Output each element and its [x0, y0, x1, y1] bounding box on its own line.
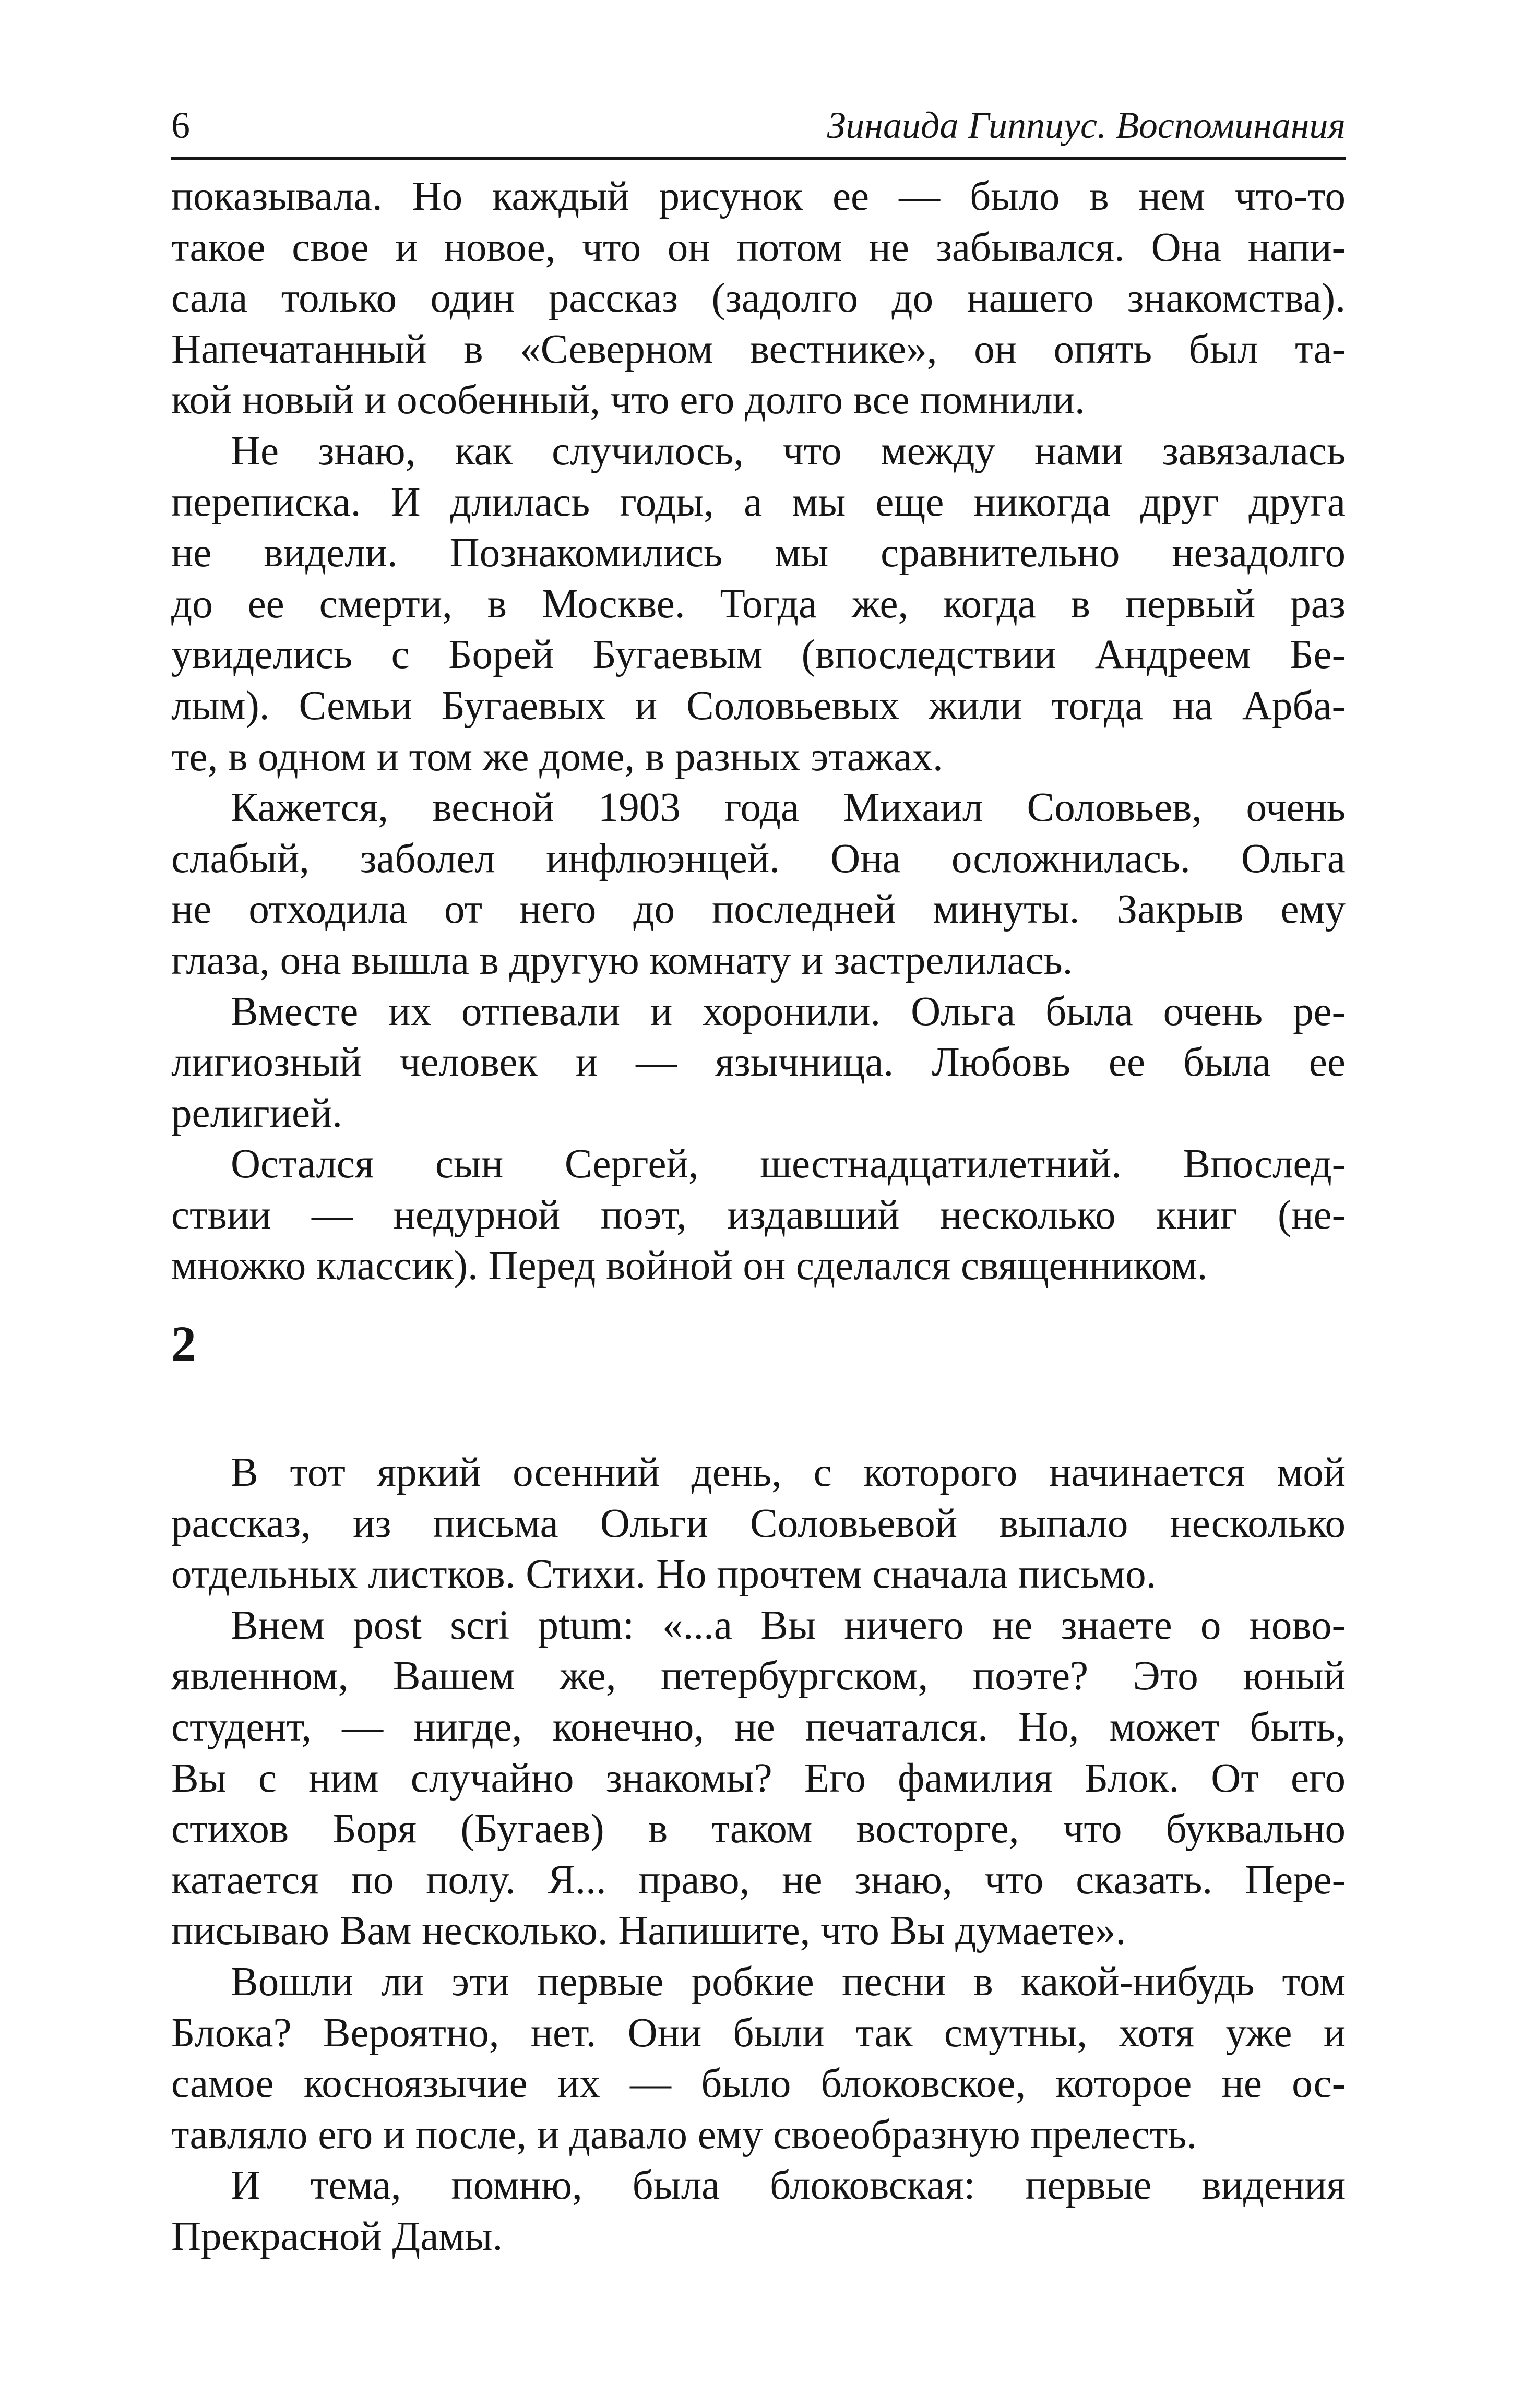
- text-line: лым). Семьи Бугаевых и Соловьевых жили тогда на Арба-: [171, 683, 1346, 729]
- text-line: рассказ, из письма Ольги Соловьевой выпало несколько: [171, 1500, 1346, 1546]
- text-line: показывала. Но каждый рисунок ее — было в нем что-то: [171, 174, 1346, 219]
- text-line: Прекрасной Дамы.: [171, 2213, 503, 2259]
- text-line: отдельных листков. Стихи. Но прочтем сначала письмо.: [171, 1552, 1157, 1598]
- section-number: 2: [171, 1316, 196, 1372]
- body-text: [171, 171, 1346, 2262]
- text-line: Не знаю, как случилось, что между нами завязалась: [231, 428, 1346, 474]
- paragraph: [171, 1139, 1346, 1292]
- text-line: слабый, заболел инфлюэнцей. Она осложнилась. Ольга: [171, 836, 1346, 881]
- text-line: не отходила от него до последней минуты. Закрыв ему: [171, 887, 1346, 933]
- running-title: Зинаида Гиппиус. Воспоминания: [827, 104, 1346, 146]
- text-line: религией.: [171, 1090, 343, 1136]
- text-line: ствии — недурной поэт, издавший несколько книг (не-: [171, 1192, 1346, 1238]
- text-line: такое свое и новое, что он потом не забывался. Она напи-: [171, 224, 1346, 270]
- text-line: кой новый и особенный, что его долго все помнили.: [171, 377, 1085, 423]
- text-line: В тот яркий осенний день, с которого начинается мой: [231, 1450, 1346, 1496]
- text-line: явленном, Вашем же, петербургском, поэте? Это юный: [171, 1653, 1346, 1699]
- text-block-before-section: [171, 171, 1346, 1292]
- text-line: Вы с ним случайно знакомы? Его фамилия Блок. От его: [171, 1755, 1346, 1801]
- text-line: Кажется, весной 1903 года Михаил Соловьев, очень: [231, 785, 1346, 831]
- text-line: сала только один рассказ (задолго до нашего знакомства).: [171, 276, 1346, 321]
- text-line: писываю Вам несколько. Напишите, что Вы думаете».: [171, 1908, 1126, 1954]
- text-line: Вошли ли эти первые робкие песни в какой-нибудь том: [231, 1959, 1346, 2005]
- page-header: [171, 104, 1346, 160]
- paragraph: [171, 2160, 1346, 2262]
- text-line: до ее смерти, в Москве. Тогда же, когда в первый раз: [171, 581, 1346, 627]
- paragraph: [171, 171, 1346, 426]
- text-line: переписка. И длилась годы, а мы еще никогда друг друга: [171, 479, 1346, 525]
- text-line: Блока? Вероятно, нет. Они были так смутны, хотя уже и: [171, 2010, 1346, 2056]
- text-line: увиделись с Борей Бугаевым (впоследствии Андреем Бе-: [171, 632, 1346, 678]
- text-line: Напечатанный в «Северном вестнике», он опять был та-: [171, 326, 1346, 372]
- text-block-after-section: [171, 1447, 1346, 2262]
- text-line: стихов Боря (Бугаев) в таком восторге, что буквально: [171, 1806, 1346, 1852]
- text-line: Остался сын Сергей, шестнадцатилетний. Впослед-: [231, 1141, 1346, 1187]
- text-line: множко классик). Перед войной он сделался священником.: [171, 1243, 1208, 1289]
- text-line: лигиозный человек и — язычница. Любовь ее была ее: [171, 1040, 1346, 1086]
- text-line: Внем post scri ptum: «...а Вы ничего не знаете о ново-: [231, 1602, 1346, 1648]
- text-line: тавляло его и после, и давало ему своеобразную прелесть.: [171, 2112, 1197, 2157]
- text-line: глаза, она вышла в другую комнату и застрелилась.: [171, 937, 1073, 983]
- paragraph: [171, 1447, 1346, 1600]
- paragraph: [171, 1957, 1346, 2160]
- paragraph: [171, 426, 1346, 782]
- text-line: И тема, помню, была блоковская: первые видения: [231, 2163, 1346, 2209]
- paragraph: [171, 986, 1346, 1139]
- text-line: Вместе их отпевали и хоронили. Ольга была очень ре-: [231, 988, 1346, 1034]
- book-page: [171, 104, 1346, 2262]
- text-line: студент, — нигде, конечно, не печатался. Но, может быть,: [171, 1704, 1346, 1750]
- page-number: 6: [171, 104, 190, 146]
- text-line: те, в одном и том же доме, в разных этажах.: [171, 734, 943, 780]
- text-line: не видели. Познакомились мы сравнительно незадолго: [171, 530, 1346, 576]
- text-line: катается по полу. Я... право, не знаю, что сказать. Пере-: [171, 1857, 1346, 1903]
- text-line: самое косноязычие их — было блоковское, которое не ос-: [171, 2061, 1346, 2107]
- paragraph: [171, 1600, 1346, 1957]
- paragraph: [171, 782, 1346, 986]
